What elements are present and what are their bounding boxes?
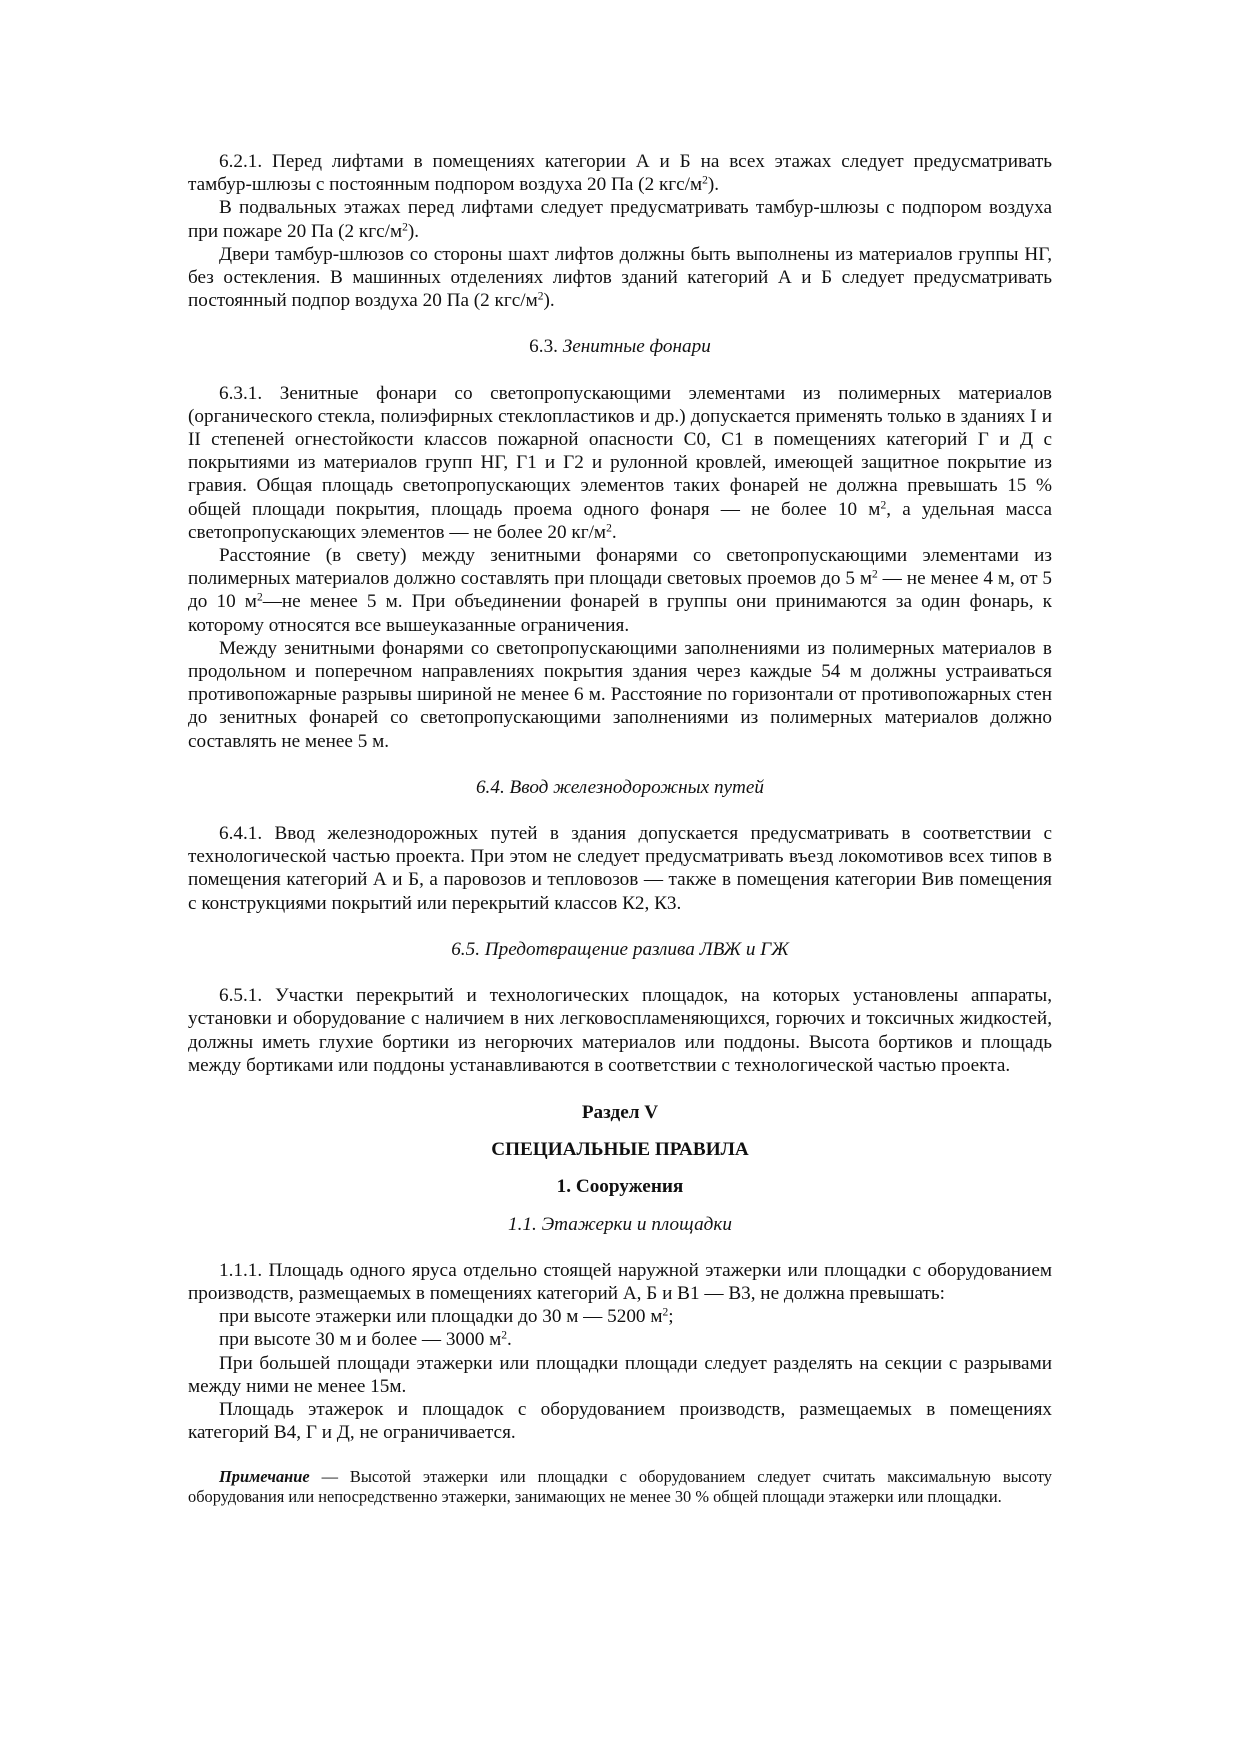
superscript: 2	[702, 174, 708, 187]
paragraph-unlimited-area: Площадь этажерок и площадок с оборудованием производств, размещаемых в помещениях категорий В4, Г и Д, не ограничивается.	[188, 1398, 1052, 1444]
note-label: Примечание	[219, 1467, 310, 1487]
superscript: 2	[872, 568, 878, 581]
section-title: СПЕЦИАЛЬНЫЕ ПРАВИЛА	[491, 1139, 749, 1161]
heading-6-4: 6.4. Ввод железнодорожных путей	[475, 776, 765, 798]
heading-6-5: 6.5. Предотвращение разлива ЛВЖ и ГЖ	[451, 938, 789, 960]
paragraph-6-3-1: 6.3.1. Зенитные фонари со светопропускающими элементами из полимерных материалов (органического стекла, полиэфирных стеклопластиков и др.) допускается применять только в зданиях I и II степеней огнестойкости классов пожарной опасности С0, С1 в помещениях категорий Г и Д с покрытиями из материалов групп НГ, Г1 и Г2 и рулонной кровлей, имеющей защитное покрытие из гравия. Общая площадь светопропускающих элементов таких фонарей не должна превышать 15 % общей площади покрытия, площадь проема одного фонаря — не более 10 $м^2$, а удельная масса светопропускающих элементов — не более 20 $кг/м^2$.	[188, 382, 1052, 543]
heading-1-1: 1.1. Этажерки и площадки	[508, 1213, 732, 1235]
superscript: 2	[606, 522, 612, 535]
superscript: 2	[880, 499, 887, 512]
paragraph-6-4-1: 6.4.1. Ввод железнодорожных путей в здания допускается предусматривать в соответствии с технологической частью проекта. При этом не следует предусматривать въезд локомотивов всех типов в помещения категорий А и Б, а паровозов и тепловозов — также в помещения категории Вив помещения с конструкциями покрытий или перекрытий классов К2, К3.	[188, 823, 1052, 914]
superscript: 2	[662, 1306, 669, 1319]
paragraph-basement-lifts: В подвальных этажах перед лифтами следует предусматривать тамбур-шлюзы с подпором воздуха при пожаре 20 Па (2 кгс/$м^2$).	[188, 197, 1052, 242]
paragraph-airlock-doors: Двери тамбур-шлюзов со стороны шахт лифтов должны быть выполнены из материалов группы НГ, без остекления. В машинных отделениях лифтов зданий категорий А и Б следует предусматривать постоянный подпор воздуха 20 Па (2 кгс/$м^2$).	[188, 243, 1052, 312]
document-page	[188, 150, 1052, 1507]
paragraph-6-5-1: 6.5.1. Участки перекрытий и технологических площадок, на которых установлены аппараты, установки и оборудование с наличием в них легковоспламеняющихся, горючих и токсичных жидкостей, должны иметь глухие бортики из негорючих материалов или поддоны. Высота бортиков и площадь между бортиками или поддоны устанавливаются в соответствии с технологической частью проекта.	[188, 985, 1052, 1076]
superscript: 2	[256, 592, 263, 605]
superscript: 2	[501, 1330, 507, 1342]
section-label: Раздел V	[581, 1101, 659, 1123]
paragraph-1-1-1: 1.1.1. Площадь одного яруса отдельно стоящей наружной этажерки или площадки с оборудованием производств, размещаемых в помещениях категорий А, Б и В1 — В3, не должна превышать:	[188, 1259, 1052, 1304]
paragraph-skylight-distance: Расстояние (в свету) между зенитными фонарями со светопропускающими элементами из полимерных материалов должно составлять при площади световых проемов до 5 $м^2$ — не менее 4 м, от 5 до 10 $м^2—не$ менее 5 м. При объединении фонарей в группы они принимаются за один фонарь, к которому относятся все вышеуказанные ограничения.	[188, 545, 1052, 636]
note-text: — Высотой этажерки или площадки с оборудованием следует считать максимальную высоту оборудования или непосредственно этажерки, занимающих не менее 30 % общей площади этажерки или площадки.	[188, 1467, 1052, 1507]
list-item-height-under-30: при высоте этажерки или площадки до 30 м — 5200 $м^2$;	[219, 1306, 674, 1328]
superscript: 2	[537, 290, 544, 303]
note	[188, 1467, 1052, 1507]
paragraph-sections-division: При большей площади этажерки или площадки площади следует разделять на секции с разрывами между ними не менее 15м.	[188, 1352, 1052, 1397]
chapter-title: 1. Сооружения	[556, 1176, 684, 1198]
superscript: 2	[402, 221, 408, 234]
paragraph-6-2-1: 6.2.1. Перед лифтами в помещениях категории А и Б на всех этажах следует предусматривать тамбур-шлюзы с постоянным подпором воздуха 20 Па (2 кгс/$м^2$).	[188, 151, 1052, 196]
paragraph-fire-breaks: Между зенитными фонарями со светопропускающими заполнениями из полимерных материалов в продольном и поперечном направлениях покрытия здания через каждые 54 м должны устраиваться противопожарные разрывы шириной не менее 6 м. Расстояние по горизонтали от противопожарных стен до зенитных фонарей со светопропускающими заполнениями из полимерных материалов должно составлять не менее 5 м.	[188, 637, 1052, 752]
heading-6-3: 6.3. Зенитные фонари	[529, 336, 711, 358]
list-item-height-30-plus: при высоте 30 м и более — 3000 $м^2$.	[219, 1329, 512, 1351]
